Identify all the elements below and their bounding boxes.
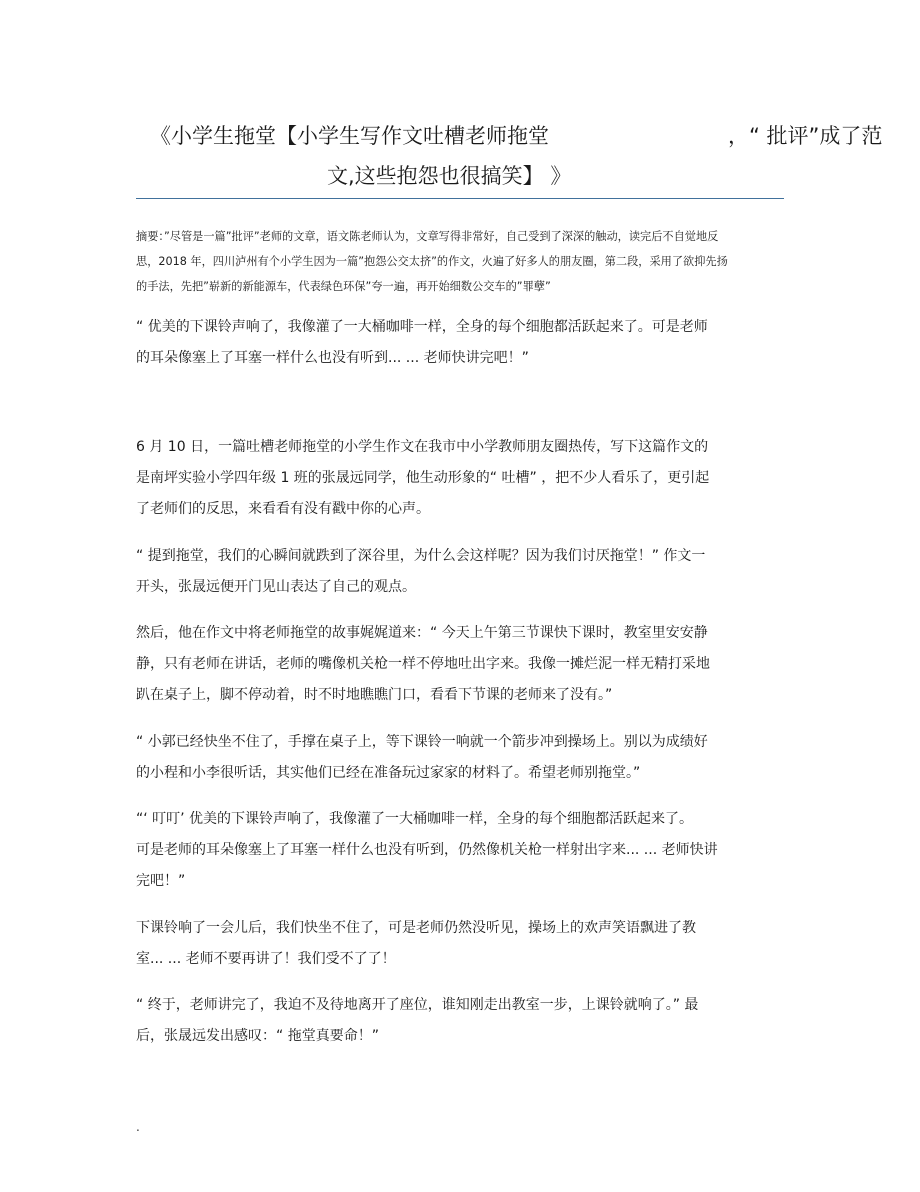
paragraph-3 xyxy=(136,541,746,603)
paragraph-line: 后，张晟远发出感叹：“ 拖堂真要命！” xyxy=(136,1028,379,1044)
paragraph-line: “ 小郭已经快坐不住了，手撑在桌子上，等下课铃一响就一个箭步冲到操场上。别以为成绩好 xyxy=(136,734,708,750)
paragraph-line: “ 提到拖堂，我们的心瞬间就跌到了深谷里，为什么会这样呢？因为我们讨厌拖堂！” 作文一 xyxy=(136,548,706,564)
paragraph-line: “‘ 叮叮’ 优美的下课铃声响了，我像灌了一大桶咖啡一样，全身的每个细胞都活跃起来了。 xyxy=(136,811,694,827)
page-title-line-1 xyxy=(150,122,910,150)
paragraph-line: 6 月 10 日，一篇吐槽老师拖堂的小学生作文在我市中小学教师朋友圈热传，写下这篇作文的 xyxy=(136,439,709,455)
paragraph-line: 趴在桌子上，脚不停动着，时不时地瞧瞧门口，看看下节课的老师来了没有。” xyxy=(136,687,613,703)
abstract-line: 的手法，先把”崭新的新能源车，代表绿色环保”夸一遍，再开始细数公交车的”罪孽” xyxy=(136,280,551,293)
paragraph-2 xyxy=(136,432,746,525)
paragraph-line: 下课铃响了一会儿后，我们快坐不住了，可是老师仍然没听见，操场上的欢声笑语飘进了教 xyxy=(136,920,696,936)
paragraph-line: 的小程和小李很听话，其实他们已经在准备玩过家家的材料了。希望老师别拖堂。” xyxy=(136,765,641,781)
paragraph-line: 室... ... 老师不要再讲了！我们受不了了！ xyxy=(136,951,396,967)
paragraph-8 xyxy=(136,990,746,1052)
paragraph-line: 可是老师的耳朵像塞上了耳塞一样什么也没有听到，仍然像机关枪一样射出字来... ... 老师快讲 xyxy=(136,842,718,858)
title-divider xyxy=(136,198,784,199)
paragraph-4 xyxy=(136,618,746,711)
paragraph-line: 的耳朵像塞上了耳塞一样什么也没有听到... ... 老师快讲完吧！” xyxy=(136,350,529,366)
paragraph-7 xyxy=(136,913,746,975)
paragraph-line: 是南坪实验小学四年级 1 班的张晟远同学，他生动形象的“ 吐槽” ，把不少人看乐了，更引起 xyxy=(136,470,710,486)
paragraph-1 xyxy=(136,312,746,374)
paragraph-line: “ 终于，老师讲完了，我迫不及待地离开了座位，谁知刚走出教室一步，上课铃就响了。” 最 xyxy=(136,997,699,1013)
paragraph-line: “ 优美的下课铃声响了，我像灌了一大桶咖啡一样，全身的每个细胞都活跃起来了。可是老师 xyxy=(136,319,708,335)
abstract-line: 摘要：”尽管是一篇”批评”老师的文章，语文陈老师认为，文章写得非常好，自己受到了深深的触动，读完后不自觉地反 xyxy=(136,230,719,243)
title-segment-b: ，“ 批评”成了范 xyxy=(728,124,883,148)
paragraph-line: 了老师们的反思，来看看有没有戳中你的心声。 xyxy=(136,501,430,517)
title-segment-a: 《小学生拖堂【小学生写作文吐槽老师拖堂 xyxy=(150,124,549,148)
paragraph-6 xyxy=(136,804,746,897)
paragraph-5 xyxy=(136,727,746,789)
abstract-line: 思，2018 年，四川泸州有个小学生因为一篇”抱怨公交太挤”的作文，火遍了好多人的朋友圈，第二段，采用了欲抑先扬 xyxy=(136,255,728,268)
paragraph-line: 然后，他在作文中将老师拖堂的故事娓娓道来：“ 今天上午第三节课快下课时，教室里安安静 xyxy=(136,625,708,641)
paragraph-line: 开头，张晟远便开门见山表达了自己的观点。 xyxy=(136,579,416,595)
page-footer-mark: . xyxy=(136,1120,140,1134)
paragraph-line: 静，只有老师在讲话，老师的嘴像机关枪一样不停地吐出字来。我像一摊烂泥一样无精打采地 xyxy=(136,656,710,672)
abstract xyxy=(136,224,756,299)
page-title-line-2: 文,这些抱怨也很搞笑】 》 xyxy=(327,164,572,188)
paragraph-line: 完吧！” xyxy=(136,873,186,889)
